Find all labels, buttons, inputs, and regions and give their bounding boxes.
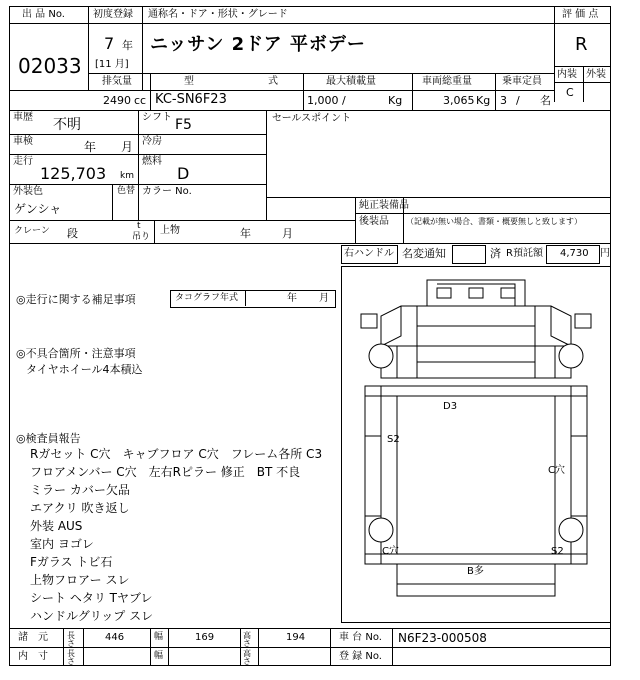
max-load-value: 1,000 — [307, 94, 339, 107]
inner-length-label: 長さ — [67, 649, 75, 666]
first-reg-month: [11 月] — [95, 59, 129, 70]
max-load-slash: / — [342, 94, 346, 107]
displacement-unit: cc — [134, 94, 147, 107]
inner-width-label: 幅 — [154, 651, 164, 661]
gvw-unit: Kg — [476, 94, 491, 107]
meigi-box — [452, 245, 486, 264]
shift-value: F5 — [175, 117, 192, 133]
max-load-label: 最大積載量 — [326, 76, 376, 87]
height-label: 高さ — [243, 631, 251, 648]
aftermarket-note: （記載が無い場合、書類・概要無しと致します） — [406, 217, 582, 226]
grade-value: R — [575, 34, 588, 55]
color-value: ゲンシャ — [14, 202, 62, 216]
type-value: KC-SN6F23 — [155, 92, 227, 107]
inspector-line: 室内 ヨゴレ — [30, 537, 94, 551]
length-value: 446 — [105, 632, 125, 643]
first-reg-year-unit: 年 — [122, 39, 133, 52]
recycle-unit: 円 — [600, 248, 610, 259]
mileage-label: 走行 — [13, 156, 33, 167]
inspector-line: フロアメンバー C穴 左右Rピラー 修正 BT 不良 — [30, 465, 301, 479]
inspector-line: ミラー カバー欠品 — [30, 483, 130, 497]
tachograph-label: タコグラフ年式 — [175, 293, 239, 303]
shift-label: シフト — [142, 112, 172, 123]
inner-height-label: 高さ — [243, 649, 251, 666]
recycle-deposit-value: 4,730 — [560, 248, 589, 259]
inspector-line: Fガラス トビ石 — [30, 555, 113, 569]
genuine-equipment-label: 純正装備品 — [359, 200, 409, 211]
crane-t: t — [137, 221, 141, 231]
registration-label: 登 録 No. — [339, 651, 382, 662]
color-no-label: カラー No. — [142, 186, 192, 197]
damage-mark-c-hole-left: C穴 — [382, 546, 399, 557]
inspector-line: 上物フロアー スレ — [30, 573, 130, 587]
crane-dan: 段 — [67, 227, 78, 240]
fuel-value: D — [177, 164, 190, 183]
type-label: 型 式 — [184, 76, 296, 87]
lot-number: 02033 — [18, 54, 82, 78]
width-label: 幅 — [154, 632, 164, 642]
uwamono-year: 年 — [240, 227, 251, 240]
sales-point-label: セールスポイント — [272, 113, 352, 124]
damage-mark-s2-right: S2 — [551, 546, 564, 557]
interior-label: 内装 — [557, 69, 577, 80]
length-label: 長さ — [67, 631, 75, 648]
inspector-line: 外装 AUS — [30, 519, 83, 533]
fuel-label: 燃料 — [142, 156, 162, 167]
capacity-slash: / — [516, 94, 520, 107]
history-value: 不明 — [53, 117, 81, 133]
damage-mark-s2-left: S2 — [387, 434, 400, 445]
displacement-value: 2490 — [103, 94, 131, 107]
chassis-label: 車 台 No. — [339, 632, 382, 643]
ac-label: 冷房 — [142, 136, 162, 147]
crane-label: クレーン — [14, 226, 50, 236]
gvw-label: 車両総重量 — [422, 76, 472, 87]
exterior-label: 外装 — [586, 69, 606, 80]
damage-mark-c-hole-right: C穴 — [548, 465, 565, 476]
model-name: ニッサン 2ドア 平ボデー — [150, 34, 366, 55]
tachograph-year: 年 — [287, 293, 297, 304]
uwamono-label: 上物 — [160, 225, 180, 236]
capacity-value: 3 — [500, 94, 507, 107]
history-label: 車歴 — [13, 112, 33, 123]
inspector-line: Rガセット C穴 キャブフロア C穴 フレーム各所 C3 — [30, 447, 323, 461]
crane-tsuri: 吊り — [132, 232, 151, 242]
displacement-label: 排気量 — [102, 76, 132, 87]
inspector-heading: ◎検査員報告 — [16, 432, 81, 445]
grade-label: 評 価 点 — [562, 9, 599, 20]
inner-dims-label: 内 寸 — [18, 651, 48, 662]
right-hand-label: 右ハンドル — [344, 248, 394, 259]
aftermarket-label: 後装品 — [359, 216, 389, 227]
interior-value: C — [566, 86, 574, 99]
mileage-value: 125,703 — [40, 164, 107, 183]
inspector-line: ハンドルグリップ スレ — [30, 609, 154, 623]
recycle-label: 済 — [490, 247, 501, 260]
width-value: 169 — [195, 632, 215, 643]
driving-heading: ◎走行に関する補足事項 — [16, 293, 136, 306]
max-load-unit: Kg — [388, 94, 403, 107]
inspection-month: 月 — [121, 140, 134, 154]
damage-mark-b-many: B多 — [467, 566, 484, 577]
first-reg-label: 初度登録 — [93, 9, 133, 20]
inspector-line: エアクリ 吹き返し — [30, 501, 130, 515]
color-code-label: 色替 — [117, 186, 136, 196]
capacity-label: 乗車定員 — [502, 76, 542, 87]
color-label: 外装色 — [13, 186, 43, 197]
gvw-value: 3,065 — [443, 94, 475, 107]
recycle-deposit-label: R預託額 — [506, 248, 543, 259]
dims-label: 諸 元 — [18, 632, 48, 643]
inspector-line: シート ヘタリ Tヤブレ — [30, 591, 153, 605]
defect-line: タイヤホイール4本積込 — [26, 363, 143, 376]
chassis-value: N6F23-000508 — [398, 631, 487, 645]
inspection-year: 年 — [84, 140, 97, 154]
first-reg-year: 7 — [104, 34, 115, 53]
damage-mark-d3: D3 — [443, 401, 458, 412]
tachograph-month: 月 — [319, 293, 329, 304]
lot-label: 出 品 No. — [22, 9, 65, 20]
capacity-unit: 名 — [540, 94, 551, 107]
height-value: 194 — [286, 632, 306, 643]
defects-heading: ◎不具合箇所・注意事項 — [16, 347, 136, 360]
mileage-unit: km — [120, 171, 134, 181]
model-label: 通称名・ドア・形状・グレード — [148, 9, 288, 20]
inspection-label: 車検 — [13, 136, 33, 147]
uwamono-month: 月 — [282, 227, 293, 240]
meigi-label: 名変通知 — [402, 247, 446, 260]
